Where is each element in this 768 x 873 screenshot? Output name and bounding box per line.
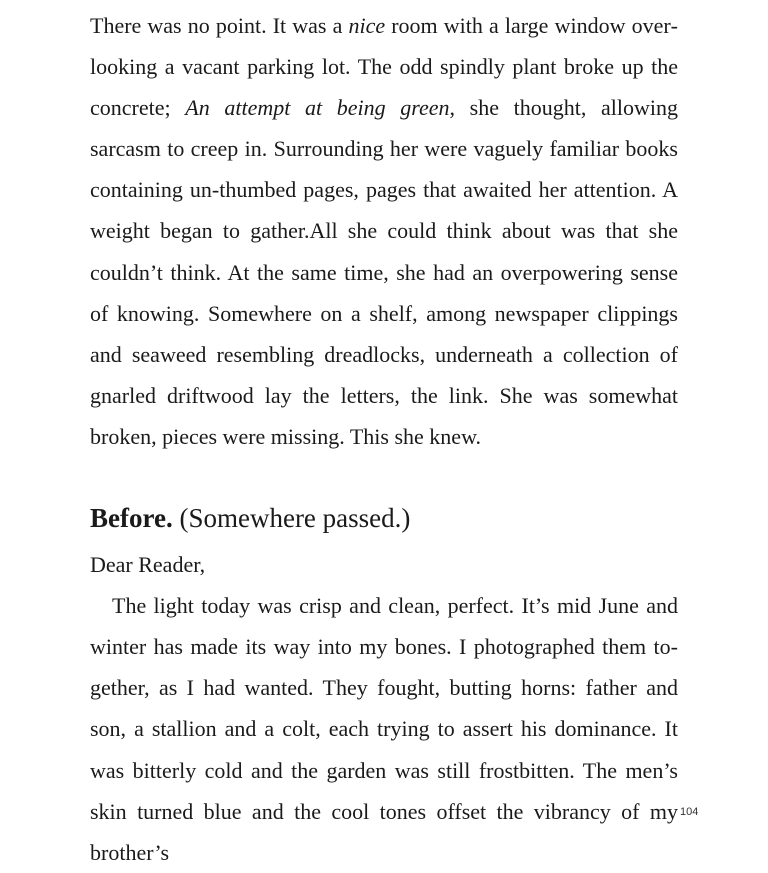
paragraph-text: room with a large window overlooking a vacant parking lot. The odd spindly plant broke up the concrete; [90, 13, 678, 121]
italic-text: An attempt at being green [185, 95, 450, 121]
italic-text: nice [348, 13, 386, 38]
opening-paragraph [90, 5, 678, 457]
page-number: 104 [680, 806, 699, 818]
section-heading-bold: Before. [90, 503, 173, 534]
letter-salutation: Dear Reader, [90, 552, 206, 578]
section-heading [90, 498, 678, 538]
book-page [90, 0, 678, 873]
paragraph-text: , she thought, allowing sarcasm to creep in. Surrounding her were vaguely familiar books containing un-thumbed pages, pages that awaited her attention. A weight began to gather.All she could think about was that she couldn’t think. At the same time, she had an overpowering sense of knowing. Somewhere on a shelf, among newspaper clippings and seaweed resembling dreadlocks, underneath a collection of gnarled driftwood lay the letters, the link. She was somewhat broken, pieces were missing. This she knew. [90, 95, 678, 449]
letter-body: The light today was crisp and clean, perfect. It’s mid June and winter has made its way into my bones. I photographed them together, as I had wanted. They fought, butting horns: father and son, a stallion and a colt, each trying to assert his dominance. It was bitterly cold and the garden was still frostbitten. The men’s skin turned blue and the cool tones offset the vibrancy of my brother’s [90, 593, 678, 865]
paragraph-text: There was no point. It was a [90, 13, 349, 38]
section-heading-subtitle: (Somewhere passed.) [172, 503, 411, 534]
